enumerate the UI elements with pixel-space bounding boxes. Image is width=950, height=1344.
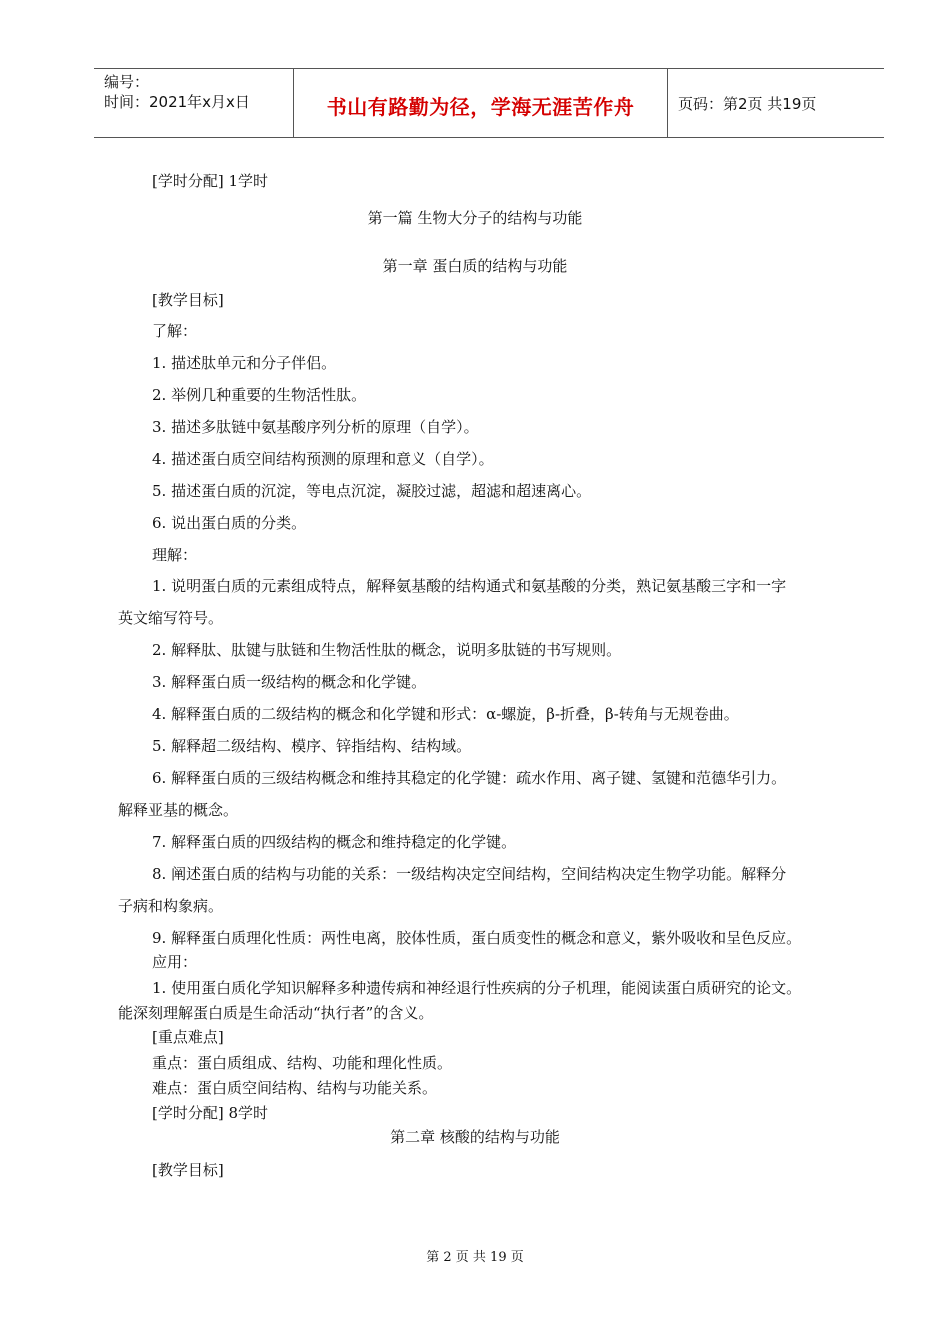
serial-label: 编号：	[104, 73, 150, 91]
hours-allocation-2: [学时分配] 8学时	[152, 1104, 269, 1122]
goal-item-continued: 解释亚基的概念。	[118, 801, 239, 819]
chapter-1-title: 第一章 蛋白质的结构与功能	[382, 257, 568, 275]
goal-item: 5. 描述蛋白质的沉淀，等电点沉淀，凝胶过滤，超滤和超速离心。	[152, 482, 592, 500]
teaching-goals-heading-2: [教学目标]	[152, 1161, 224, 1179]
goal-item-continued: 英文缩写符号。	[118, 609, 224, 627]
goal-item: 1. 说明蛋白质的元素组成特点，解释氨基酸的结构通式和氨基酸的分类，熟记氨基酸三字和一字	[152, 577, 787, 595]
goal-item: 3. 描述多肽链中氨基酸序列分析的原理（自学）。	[152, 418, 479, 436]
key-points-heading: [重点难点]	[152, 1028, 224, 1046]
key-point: 重点：蛋白质组成、结构、功能和理化性质。	[152, 1054, 453, 1072]
understand-basic-heading: 了解：	[152, 322, 198, 340]
goal-item: 4. 解释蛋白质的二级结构的概念和化学键和形式：α-螺旋，β-折叠，β-转角与无规卷曲。	[152, 705, 739, 723]
chapter-2-title: 第二章 核酸的结构与功能	[390, 1128, 560, 1146]
comprehend-heading: 理解：	[152, 546, 198, 564]
goal-item: 6. 解释蛋白质的三级结构概念和维持其稳定的化学键：疏水作用、离子键、氢键和范德华引力。	[152, 769, 787, 787]
goal-item: 2. 举例几种重要的生物活性肽。	[152, 386, 367, 404]
part-title: 第一篇 生物大分子的结构与功能	[367, 209, 583, 227]
goal-item-continued: 能深刻理解蛋白质是生命活动“执行者”的含义。	[118, 1004, 434, 1022]
goal-item: 7. 解释蛋白质的四级结构的概念和维持稳定的化学键。	[152, 833, 517, 851]
motto: 书山有路勤为径，学海无涯苦作舟	[326, 95, 635, 119]
goal-item: 3. 解释蛋白质一级结构的概念和化学键。	[152, 673, 427, 691]
goal-item: 5. 解释超二级结构、模序、锌指结构、结构域。	[152, 737, 472, 755]
header-motto-cell	[294, 69, 668, 137]
header-page-cell	[668, 69, 884, 137]
goal-item: 8. 阐述蛋白质的结构与功能的关系：一级结构决定空间结构，空间结构决定生物学功能。解释分	[152, 865, 787, 883]
time-label: 时间：2021年x月x日	[104, 93, 250, 111]
goal-item: 1. 描述肽单元和分子伴侣。	[152, 354, 337, 372]
header-info-cell	[94, 69, 294, 137]
goal-item-continued: 子病和构象病。	[118, 897, 224, 915]
goal-item: 6. 说出蛋白质的分类。	[152, 514, 307, 532]
hours-allocation-1: [学时分配] 1学时	[152, 172, 269, 190]
difficult-point: 难点：蛋白质空间结构、结构与功能关系。	[152, 1079, 438, 1097]
page-footer: 第 2 页 共 19 页	[426, 1250, 524, 1265]
goal-item: 9. 解释蛋白质理化性质：两性电离，胶体性质，蛋白质变性的概念和意义，紫外吸收和呈色反应。	[152, 929, 802, 947]
teaching-goals-heading: [教学目标]	[152, 291, 224, 309]
page-header	[94, 68, 884, 138]
page-code: 页码：第2页 共19页	[678, 95, 817, 113]
goal-item: 1. 使用蛋白质化学知识解释多种遗传病和神经退行性疾病的分子机理，能阅读蛋白质研究的论文。	[152, 979, 802, 997]
goal-item: 2. 解释肽、肽键与肽链和生物活性肽的概念，说明多肽链的书写规则。	[152, 641, 622, 659]
goal-item: 4. 描述蛋白质空间结构预测的原理和意义（自学）。	[152, 450, 494, 468]
apply-heading: 应用：	[152, 953, 198, 971]
